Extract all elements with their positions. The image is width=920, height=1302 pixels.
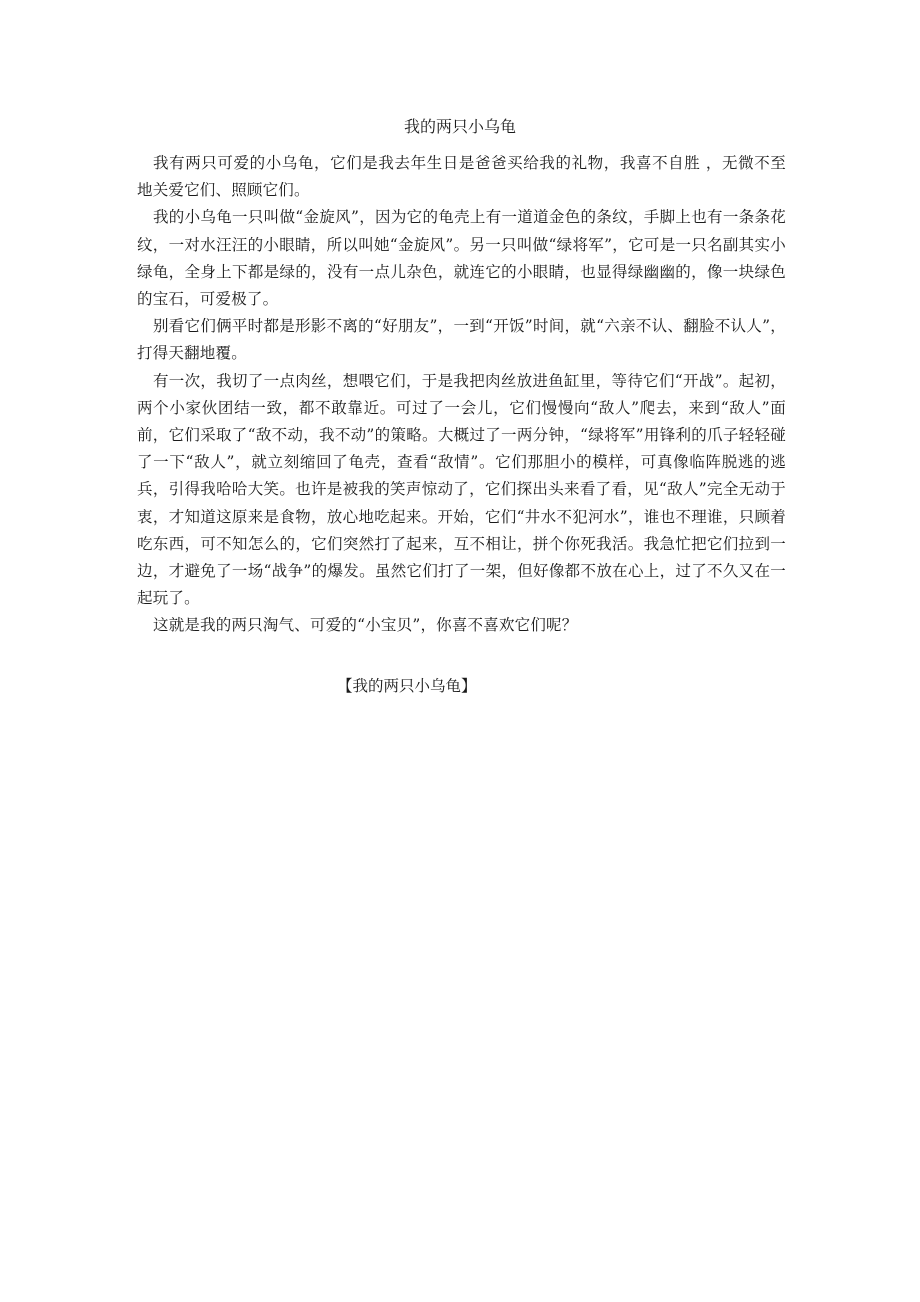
paragraph: 这就是我的两只淘气、可爱的“小宝贝”，你喜不喜欢它们呢？ [153, 616, 578, 635]
paragraph: 我的小乌龟一只叫做“金旋风”，因为它的龟壳上有一道道金色的条纹，手脚上也有一条条花纹，一对水汪汪的小眼睛，所以叫她“金旋风”。另一只叫做“绿将军”，它可是一只名副其实小绿龟，全身上下都是绿的，没有一点儿杂色，就连它的小眼睛，也显得绿幽幽的，像一块绿色的宝石，可爱极了。 [137, 208, 786, 309]
document-body [137, 150, 786, 640]
footer-title: 【我的两只小乌龟】 [337, 677, 477, 695]
paragraph: 别看它们俩平时都是形影不离的“好朋友”，一到“开饭”时间，就“六亲不认、翻脸不认人”，打得天翻地覆。 [137, 317, 786, 363]
paragraph: 我有两只可爱的小乌龟，它们是我去年生日是爸爸买给我的礼物，我喜不自胜 ，无微不至地关爱它们、照顾它们。 [137, 154, 786, 200]
paragraph: 有一次，我切了一点肉丝，想喂它们，于是我把肉丝放进鱼缸里，等待它们“开战”。起初，两个小家伙团结一致，都不敢靠近。可过了一会儿，它们慢慢向“敌人”爬去，来到“敌人”面前，它们采取了“敌不动，我不动”的策略。大概过了一两分钟，“绿将军”用锋利的爪子轻轻碰了一下“敌人”，就立刻缩回了龟壳，查看“敌情”。它们那胆小的模样，可真像临阵脱逃的逃兵，引得我哈哈大笑。也许是被我的笑声惊动了，它们探出头来看了看，见“敌人”完全无动于衷，才知道这原来是食物，放心地吃起来。开始，它们“井水不犯河水”，谁也不理谁，只顾着吃东西，可不知怎么的，它们突然打了起来，互不相让，拼个你死我活。我急忙把它们拉到一边，才避免了一场“战争”的爆发。虽然它们打了一架，但好像都不放在心上，过了不久又在一起玩了。 [137, 371, 786, 608]
document-title: 我的两只小乌龟 [403, 117, 516, 136]
